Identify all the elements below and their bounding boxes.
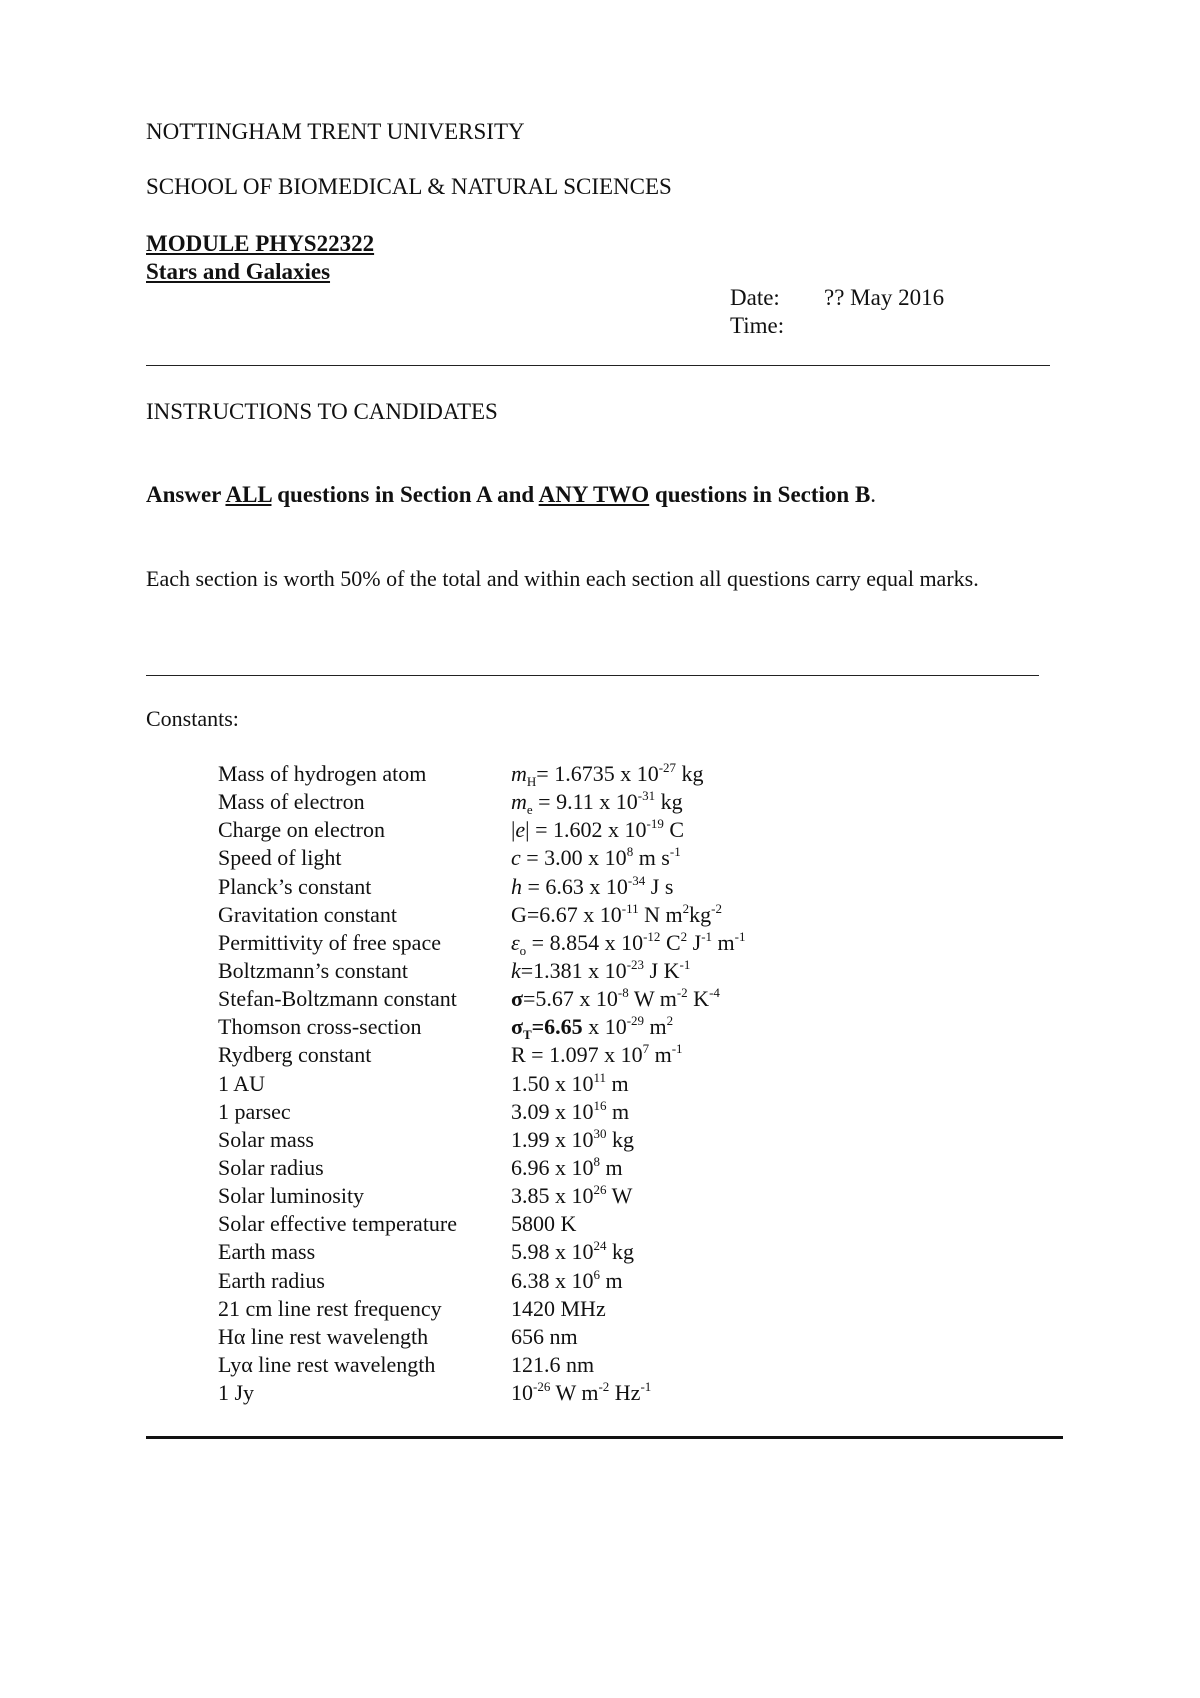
- constant-value: k=1.381 x $10^{-23}$ J $K^{-1}$: [511, 956, 691, 983]
- footer-divider: [146, 1436, 1063, 1439]
- constant-name: Rydberg constant: [218, 1042, 372, 1068]
- instructions-divider: [146, 675, 1039, 676]
- constant-value: h = 6.63 x $10^{-34}$ J s: [511, 872, 674, 899]
- constant-row: [218, 1127, 746, 1155]
- constant-value: 1.99 x $10^{30}$ kg: [511, 1125, 634, 1152]
- answer-instruction: Answer ALL questions in Section A and ANY TWO questions in Section B.: [146, 482, 877, 507]
- constant-row: [218, 1042, 746, 1070]
- constant-row: [218, 1155, 746, 1183]
- section-worth-text: Each section is worth 50% of the total and within each section all questions carry equal marks.: [146, 566, 979, 591]
- module-title: Stars and Galaxies: [146, 259, 331, 284]
- constant-row: [218, 986, 746, 1014]
- constant-row: [218, 1099, 746, 1127]
- constant-row: [218, 761, 746, 789]
- constant-value: 3.09 x $10^{16}$ m: [511, 1097, 630, 1124]
- constant-row: [218, 1239, 746, 1267]
- constant-value: 1420 MHz: [511, 1295, 606, 1321]
- instructions-heading: INSTRUCTIONS TO CANDIDATES: [146, 399, 498, 424]
- constant-name: Thomson cross-section: [218, 1014, 422, 1040]
- constant-name: Lyα line rest wavelength: [218, 1351, 436, 1377]
- constant-value: 5800 K: [511, 1211, 577, 1237]
- constant-name: Solar mass: [218, 1126, 314, 1152]
- constant-name: Boltzmann’s constant: [218, 957, 409, 983]
- constant-value: $\sigma_T=6.65$ x $10^{-29}$ $m^2$: [511, 1013, 674, 1043]
- constant-name: Solar radius: [218, 1154, 324, 1180]
- constant-name: 1 AU: [218, 1070, 266, 1096]
- time-label: Time:: [730, 313, 785, 338]
- constant-value: 6.38 x $10^6$ m: [511, 1266, 623, 1293]
- constant-value: $10^{-26}$ W $m^{-2}$ $Hz^{-1}$: [511, 1379, 652, 1406]
- school-name: SCHOOL OF BIOMEDICAL & NATURAL SCIENCES: [146, 174, 672, 199]
- constant-value: R = 1.097 x $10^7$ $m^{-1}$: [511, 1041, 683, 1068]
- constant-value: σ=5.67 x $10^{-8}$ W $m^{-2}$ $K^{-4}$: [511, 985, 720, 1012]
- constant-row: [218, 1380, 746, 1408]
- constant-value: 121.6 nm: [511, 1351, 595, 1377]
- constant-name: Speed of light: [218, 845, 342, 871]
- constant-row: [218, 1071, 746, 1099]
- constant-name: Earth mass: [218, 1239, 316, 1265]
- constant-row: [218, 958, 746, 986]
- constant-name: Stefan-Boltzmann constant: [218, 986, 457, 1012]
- constant-name: 21 cm line rest frequency: [218, 1295, 442, 1321]
- constant-value: 5.98 x $10^{24}$ kg: [511, 1238, 634, 1265]
- constant-name: Charge on electron: [218, 817, 385, 843]
- constant-name: Gravitation constant: [218, 901, 398, 927]
- constant-row: [218, 1352, 746, 1380]
- constant-row: [218, 817, 746, 845]
- constant-value: $\varepsilon_o = 8.854$ x $10^{-12}$ $C^2$ $J^{-1}$ $m^{-1}$: [511, 928, 746, 958]
- constant-name: 1 Jy: [218, 1380, 255, 1406]
- constant-row: [218, 1324, 746, 1352]
- constant-value: 3.85 x $10^{26}$ W: [511, 1182, 633, 1209]
- header-divider: [146, 365, 1050, 366]
- constant-value: 656 nm: [511, 1323, 578, 1349]
- date-value: ?? May 2016: [824, 285, 945, 310]
- constant-value: $m_H= 1.6735$ x $10^{-27}$ kg: [511, 760, 704, 789]
- all-emphasis: ALL: [225, 482, 272, 507]
- constant-name: Mass of hydrogen atom: [218, 761, 427, 786]
- constant-value: |e| = 1.602 x $10^{-19}$ C: [511, 816, 685, 843]
- constant-row: [218, 845, 746, 873]
- constant-value: G=6.67 x $10^{-11}$ N $m^2kg^{-2}$: [511, 900, 722, 927]
- module-code: MODULE PHYS22322: [146, 231, 375, 256]
- constants-heading: Constants:: [146, 706, 239, 731]
- constant-row: [218, 1296, 746, 1324]
- constant-row: [218, 1211, 746, 1239]
- constant-row: [218, 1268, 746, 1296]
- constant-value: $m_e = 9.11$ x $10^{-31}$ kg: [511, 788, 683, 818]
- university-name: NOTTINGHAM TRENT UNIVERSITY: [146, 119, 525, 144]
- constant-row: [218, 930, 746, 958]
- constant-name: 1 parsec: [218, 1098, 291, 1124]
- constant-name: Solar effective temperature: [218, 1211, 458, 1237]
- constant-name: Earth radius: [218, 1267, 325, 1293]
- constant-row: [218, 902, 746, 930]
- constants-table: [218, 761, 746, 1408]
- constant-row: [218, 789, 746, 817]
- constant-name: Solar luminosity: [218, 1183, 365, 1209]
- date-label: Date:: [730, 285, 780, 310]
- constant-row: [218, 1014, 746, 1042]
- constant-name: Hα line rest wavelength: [218, 1323, 429, 1349]
- constant-row: [218, 1183, 746, 1211]
- constant-row: [218, 874, 746, 902]
- constant-value: c = 3.00 x $10^8$ m $s^{-1}$: [511, 844, 681, 871]
- constant-name: Planck’s constant: [218, 873, 372, 899]
- constant-name: Permittivity of free space: [218, 929, 441, 955]
- constant-value: 6.96 x $10^8$ m: [511, 1153, 623, 1180]
- any-two-emphasis: ANY TWO: [538, 482, 650, 507]
- constant-value: 1.50 x $10^{11}$ m: [511, 1069, 629, 1096]
- constant-name: Mass of electron: [218, 789, 365, 815]
